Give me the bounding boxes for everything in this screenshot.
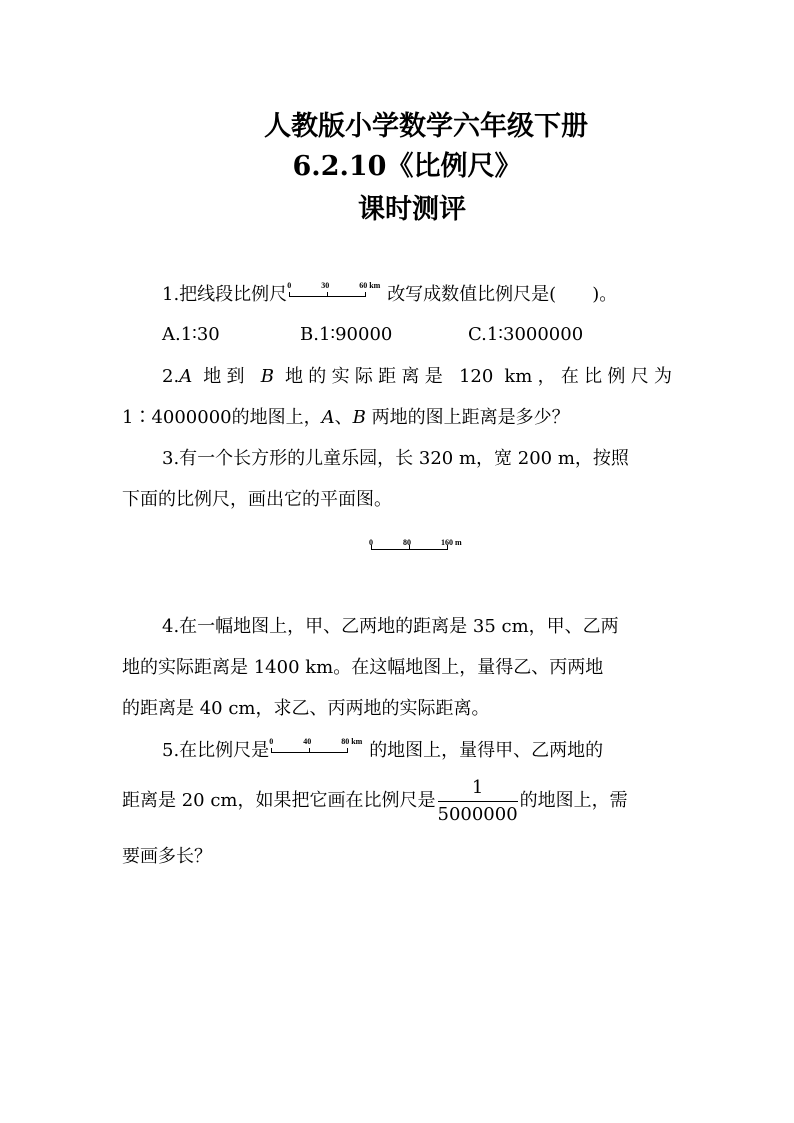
q1-option-a: A.1∶30 bbox=[162, 324, 220, 345]
q5-scale-label: 40 bbox=[303, 737, 312, 746]
title-line-2: 6.2.10《比例尺》 bbox=[292, 151, 522, 182]
q5-line-1 bbox=[162, 738, 603, 763]
q3-scale-label: 0 bbox=[369, 538, 373, 547]
q2-text: 地到 bbox=[192, 366, 261, 387]
q1-scale-tick bbox=[327, 292, 328, 297]
q5-text-after: 的地图上，需 bbox=[519, 790, 628, 811]
q4-line-1: 4.在一幅地图上，甲、乙两地的距离是 35 cm，甲、乙两 bbox=[162, 616, 619, 637]
q2-point-b: B bbox=[260, 366, 274, 387]
q2-text: 地的实际距离是 120 km，在比例尺为 bbox=[274, 366, 672, 387]
q2-line-2 bbox=[122, 406, 570, 430]
q3-line-1: 3.有一个长方形的儿童乐园，长 320 m，宽 200 m，按照 bbox=[162, 448, 629, 469]
q4-line-3: 的距离是 40 cm，求乙、丙两地的实际距离。 bbox=[122, 698, 490, 719]
q5-text-before: 距离是 20 cm，如果把它画在比例尺是 bbox=[122, 790, 436, 811]
q5-line-3: 要画多长？ bbox=[122, 846, 212, 867]
q5-fraction bbox=[438, 777, 518, 826]
q5-text-after: 的地图上，量得甲、乙两地的 bbox=[369, 740, 604, 761]
q5-scale-label: 0 bbox=[269, 737, 274, 746]
q1-scale-tick bbox=[365, 292, 366, 297]
q2-text: 两地的图上距离是多少？ bbox=[365, 407, 570, 428]
q1-scale-label: 0 bbox=[287, 281, 292, 290]
q2-text: 、 bbox=[334, 407, 353, 428]
title-line-3: 课时测评 bbox=[358, 194, 466, 225]
q1-line bbox=[162, 282, 617, 307]
q2-text: 1∶4000000的地图上， bbox=[122, 407, 322, 428]
q3-scale-label: 80 bbox=[403, 538, 411, 547]
q3-scale-label: 160 m bbox=[441, 538, 462, 547]
q5-fraction-denominator: 5000000 bbox=[437, 803, 518, 825]
q1-scale-label: 60 km bbox=[359, 281, 381, 290]
q2-point-b: B bbox=[352, 407, 366, 428]
q5-scale-tick bbox=[271, 748, 272, 753]
q2-point-a: A bbox=[179, 366, 193, 387]
q1-scale-tick bbox=[289, 292, 290, 297]
q1-line-scale bbox=[287, 282, 387, 300]
q4-line-2: 地的实际距离是 1400 km。在这幅地图上，量得乙、丙两地 bbox=[122, 657, 604, 678]
q1-scale-label: 30 bbox=[321, 281, 330, 290]
q1-option-c: C.1∶3000000 bbox=[468, 324, 584, 345]
q2-point-a: A bbox=[321, 407, 335, 428]
q5-scale-tick bbox=[309, 748, 310, 753]
q1-text-after: 改写成数值比例尺是( )。 bbox=[387, 284, 618, 305]
q5-scale-label: 80 km bbox=[341, 737, 363, 746]
q3-line-2: 下面的比例尺，画出它的平面图。 bbox=[122, 489, 392, 510]
title-line-1: 人教版小学数学六年级下册 bbox=[264, 111, 588, 142]
q2-text: 2. bbox=[162, 366, 180, 387]
q5-scale-tick bbox=[347, 748, 348, 753]
q5-text-before: 5.在比例尺是 bbox=[162, 740, 270, 761]
q2-line-1 bbox=[162, 365, 672, 389]
q3-line-scale bbox=[369, 539, 469, 553]
q1-option-b: B.1∶90000 bbox=[300, 324, 393, 345]
q5-line-2 bbox=[122, 776, 628, 826]
q1-text-before: 1.把线段比例尺 bbox=[162, 284, 288, 305]
q5-line-scale bbox=[269, 738, 369, 756]
q5-fraction-numerator: 1 bbox=[438, 777, 518, 802]
